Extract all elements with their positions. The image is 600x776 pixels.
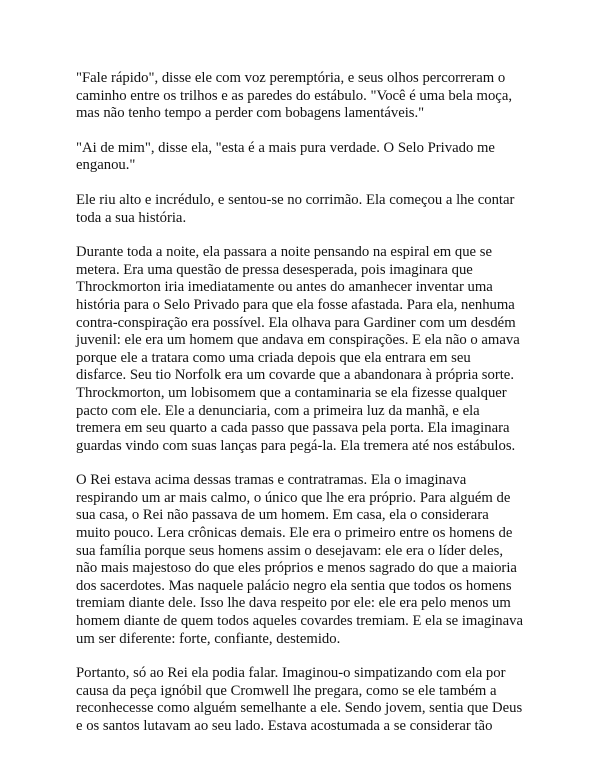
- text-line: Durante toda a noite, ela passara a noite pensando na espiral em que se: [76, 244, 492, 261]
- text-line: Ele riu alto e incrédulo, e sentou-se no corrimão. Ela começou a lhe contar: [76, 191, 515, 208]
- paragraph-3: [76, 192, 526, 227]
- text-line: O Rei estava acima dessas tramas e contratramas. Ela o imaginava: [76, 472, 467, 489]
- text-line: homem diante de quem todos aqueles covardes tremiam. E ela se imaginava: [76, 613, 524, 630]
- text-line: caminho entre os trilhos e as paredes do estábulo. "Você é uma bela moça,: [76, 87, 513, 104]
- text-line: Throckmorton iria imediatamente ou antes do amanhecer inventar uma: [76, 279, 493, 296]
- text-line: e os santos lutavam ao seu lado. Estava acostumada a se considerar tão: [76, 718, 493, 734]
- text-line: tremera em seu quarto a cada passo que passava pela porta. Ela imaginara: [76, 420, 510, 437]
- text-line: muito pouco. Lera crônicas demais. Ele era o primeiro entre os homens de: [76, 525, 513, 542]
- text-line: disfarce. Seu tio Norfolk era um covarde que a abandonara à própria sorte.: [76, 367, 514, 384]
- text-line: enganou.": [76, 157, 136, 174]
- paragraph-6: [76, 665, 526, 735]
- text-line: guardas vindo com suas lanças para pegá-la. Ela tremera até nos estábulos.: [76, 437, 516, 454]
- document-page: [76, 70, 526, 753]
- text-line: sua casa, o Rei não passava de um homem. Em casa, ela o considerara: [76, 507, 489, 524]
- text-line: reconhecesse como alguém semelhante a ele. Sendo jovem, sentia que Deus: [76, 700, 523, 717]
- paragraph-1: [76, 70, 526, 123]
- text-line: dos sacerdotes. Mas naquele palácio negro ela sentia que todos os homens: [76, 577, 512, 594]
- text-line: história para o Selo Privado para que ela fosse afastada. Para ela, nenhuma: [76, 296, 515, 313]
- text-line: Portanto, só ao Rei ela podia falar. Imaginou-o simpatizando com ela por: [76, 665, 506, 682]
- text-line: sua família porque seus homens assim o desejavam: ele era o líder deles,: [76, 542, 504, 559]
- text-line: mas não tenho tempo a perder com bobagens lamentáveis.": [76, 105, 425, 122]
- text-line: não mais majestoso do que eles próprios e menos sagrado do que a maioria: [76, 560, 517, 577]
- text-line: juvenil: ele era um homem que andava em conspirações. E ela não o amava: [76, 332, 520, 349]
- text-line: Throckmorton, um lobisomem que a contaminaria se ela fizesse qualquer: [76, 384, 507, 401]
- paragraph-5: [76, 472, 526, 648]
- text-line: respirando um ar mais calmo, o único que lhe era próprio. Para alguém de: [76, 489, 511, 506]
- text-line: "Ai de mim", disse ela, "esta é a mais pura verdade. O Selo Privado me: [76, 139, 495, 156]
- paragraph-4: [76, 244, 526, 455]
- text-line: toda a sua história.: [76, 209, 187, 226]
- text-line: metera. Era uma questão de pressa desesperada, pois imaginara que: [76, 261, 473, 278]
- text-line: contra-conspiração era possível. Ela olhava para Gardiner com um desdém: [76, 314, 516, 331]
- text-line: um ser diferente: forte, confiante, destemido.: [76, 630, 341, 647]
- text-line: porque ele a tratara como uma criada depois que ela entrara em seu: [76, 349, 471, 366]
- text-line: causa da peça ignóbil que Cromwell lhe pregara, como se ele também a: [76, 682, 497, 699]
- text-line: tremiam diante dele. Isso lhe dava respeito por ele: ele era pelo menos um: [76, 595, 511, 612]
- text-line: "Fale rápido", disse ele com voz peremptória, e seus olhos percorreram o: [76, 70, 506, 86]
- paragraph-2: [76, 140, 526, 175]
- text-line: pacto com ele. Ele a denunciaria, com a primeira luz da manhã, e ela: [76, 402, 480, 419]
